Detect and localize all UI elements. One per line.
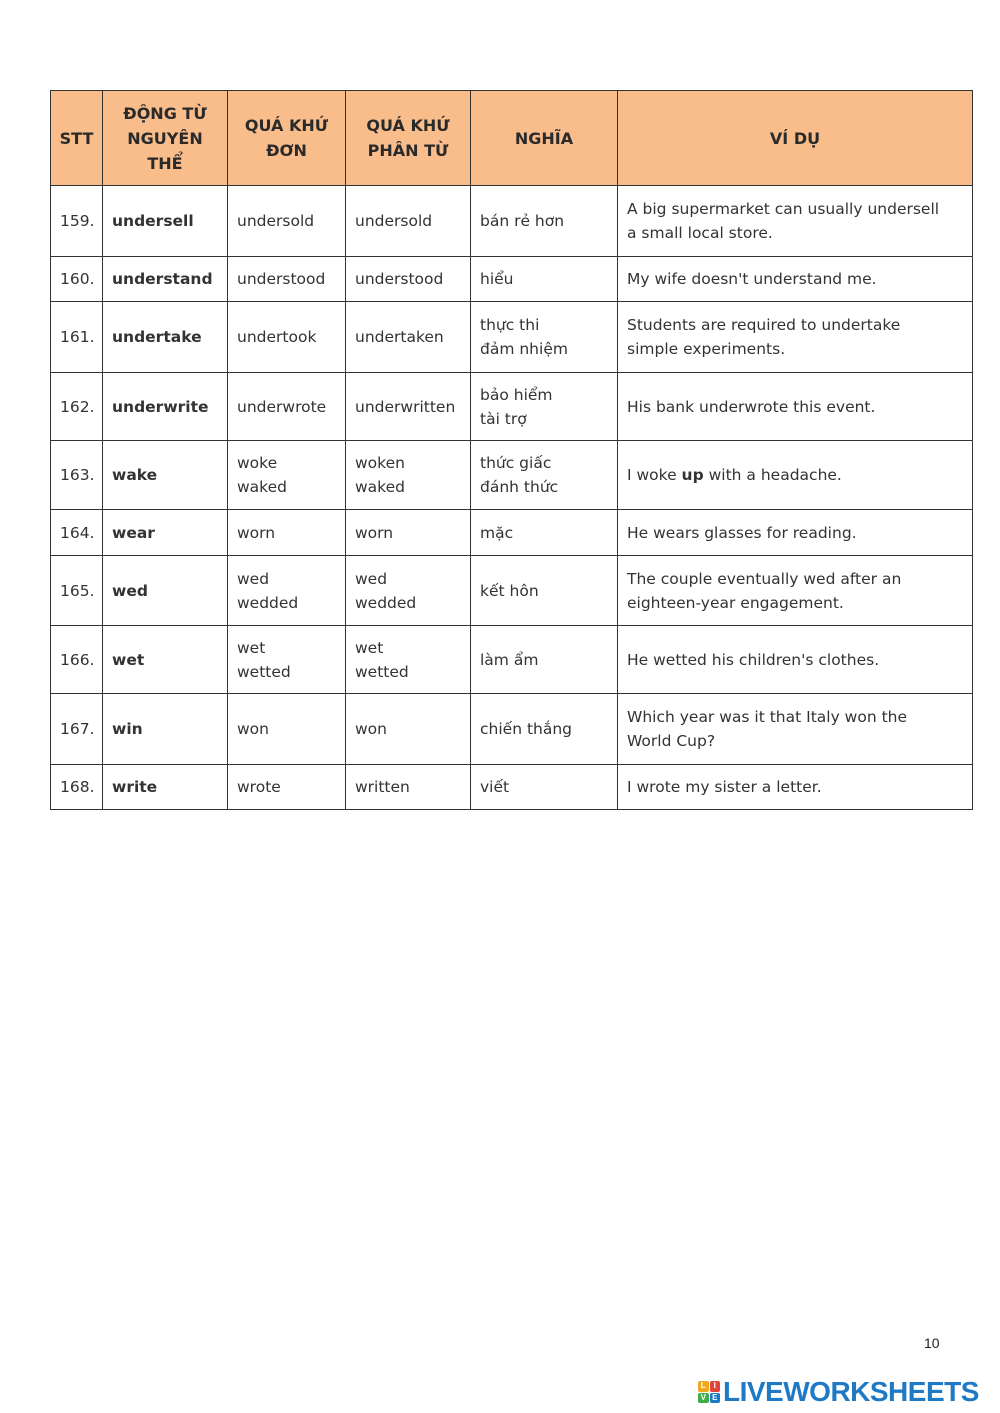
header-stt: STT [51,91,103,186]
verb-past-simple: underwrote [228,373,346,441]
row-number: 168. [51,765,103,810]
verb-base-form: win [103,694,228,765]
verb-past-participle: undertaken [346,302,471,373]
logo-letter: L [698,1381,709,1392]
header-example: VÍ DỤ [618,91,973,186]
verb-base-form: wed [103,556,228,626]
verb-past-simple [228,556,346,626]
pp-form-line: waked [355,478,405,496]
verb-past-simple: won [228,694,346,765]
example-text: with a headache. [703,466,842,484]
pp-form-line: wedded [355,593,417,612]
header-base-line: THỂ [147,153,183,173]
liveworksheets-logo-icon [698,1381,720,1403]
meaning-line: thức giấc [480,454,552,472]
header-past-simple [228,91,346,186]
row-number: 162. [51,373,103,441]
example-highlight: up [681,466,704,484]
logo-letter: V [698,1393,709,1404]
verb-meaning [471,441,618,510]
verb-example: He wetted his children's clothes. [618,626,973,694]
verb-past-simple: undersold [228,186,346,257]
verb-past-participle: worn [346,510,471,556]
meaning-line: đánh thức [480,478,559,496]
header-past-line: ĐƠN [266,141,307,160]
table-row [51,257,973,302]
row-number: 161. [51,302,103,373]
verb-meaning: làm ẩm [471,626,618,694]
verb-past-simple [228,441,346,510]
verb-example [618,556,973,626]
example-line: Which year was it that Italy won the [627,708,908,726]
table-row [51,186,973,257]
row-number: 160. [51,257,103,302]
example-line: The couple eventually wed after an [627,569,902,588]
pp-form-line: wetted [355,662,409,681]
verb-base-form: write [103,765,228,810]
verb-example [618,302,973,373]
row-number: 164. [51,510,103,556]
verb-past-participle: underwritten [346,373,471,441]
past-form-line: waked [237,478,287,496]
table-row [51,765,973,810]
pp-form-line: woken [355,454,405,472]
row-number: 165. [51,556,103,626]
verb-meaning: hiểu [471,257,618,302]
verb-base-form: underwrite [103,373,228,441]
verb-example [618,186,973,257]
verb-example: I wrote my sister a letter. [618,765,973,810]
example-line: eighteen-year engagement. [627,593,844,612]
irregular-verbs-table [50,90,973,810]
header-base-line: ĐỘNG TỪ [123,103,207,123]
example-line: Students are required to undertake [627,316,901,334]
verb-base-form: undersell [103,186,228,257]
verb-base-form: wear [103,510,228,556]
pp-form-line: wet [355,638,384,657]
header-pp-line: PHÂN TỪ [367,141,449,160]
example-line: World Cup? [627,732,716,750]
header-base-line: NGUYÊN [127,128,203,148]
example-line: simple experiments. [627,340,786,358]
verb-past-simple: understood [228,257,346,302]
past-form-line: wetted [237,662,291,681]
row-number: 163. [51,441,103,510]
verb-meaning: mặc [471,510,618,556]
past-form-line: wet [237,638,266,657]
verb-meaning: bán rẻ hơn [471,186,618,257]
verb-example: He wears glasses for reading. [618,510,973,556]
verb-past-simple: undertook [228,302,346,373]
verb-base-form: undertake [103,302,228,373]
table-row [51,302,973,373]
table-row [51,441,973,510]
past-form-line: wed [237,569,270,588]
liveworksheets-wordmark: LIVEWORKSHEETS [723,1376,979,1407]
header-past-participle [346,91,471,186]
row-number: 159. [51,186,103,257]
header-past-line: QUÁ KHỨ [244,116,329,135]
verb-past-participle: won [346,694,471,765]
verb-past-simple: wrote [228,765,346,810]
table-header-row [51,91,973,186]
verb-base-form: wet [103,626,228,694]
verb-meaning [471,373,618,441]
table-row [51,373,973,441]
pp-form-line: wed [355,569,388,588]
verb-base-form: understand [103,257,228,302]
verb-example: My wife doesn't understand me. [618,257,973,302]
meaning-line: bảo hiểm [480,385,553,404]
verb-example [618,694,973,765]
past-form-line: wedded [237,593,299,612]
table-row [51,556,973,626]
verb-base-form: wake [103,441,228,510]
meaning-line: tài trợ [480,409,527,428]
page-number: 10 [924,1335,940,1351]
verb-past-participle [346,441,471,510]
meaning-line: thực thi [480,316,540,334]
verb-example: His bank underwrote this event. [618,373,973,441]
header-pp-line: QUÁ KHỨ [366,116,450,135]
meaning-line: đảm nhiệm [480,340,568,358]
verb-meaning: viết [471,765,618,810]
example-text: I woke [627,466,682,484]
verb-meaning: kết hôn [471,556,618,626]
verb-past-simple: worn [228,510,346,556]
example-line: A big supermarket can usually undersell [627,200,940,218]
verb-meaning [471,302,618,373]
verb-past-participle: undersold [346,186,471,257]
verb-past-participle: understood [346,257,471,302]
liveworksheets-logo[interactable] [698,1376,979,1408]
header-meaning: NGHĨA [471,91,618,186]
verb-past-simple [228,626,346,694]
header-base-form [103,91,228,186]
table-row [51,694,973,765]
logo-letter: I [710,1381,721,1392]
row-number: 167. [51,694,103,765]
verb-past-participle [346,626,471,694]
verb-past-participle: written [346,765,471,810]
verb-past-participle [346,556,471,626]
verb-example [618,441,973,510]
logo-letter: E [710,1393,721,1404]
past-form-line: woke [237,454,278,472]
table-row [51,510,973,556]
table-row [51,626,973,694]
verb-meaning: chiến thắng [471,694,618,765]
example-line: a small local store. [627,224,773,242]
row-number: 166. [51,626,103,694]
